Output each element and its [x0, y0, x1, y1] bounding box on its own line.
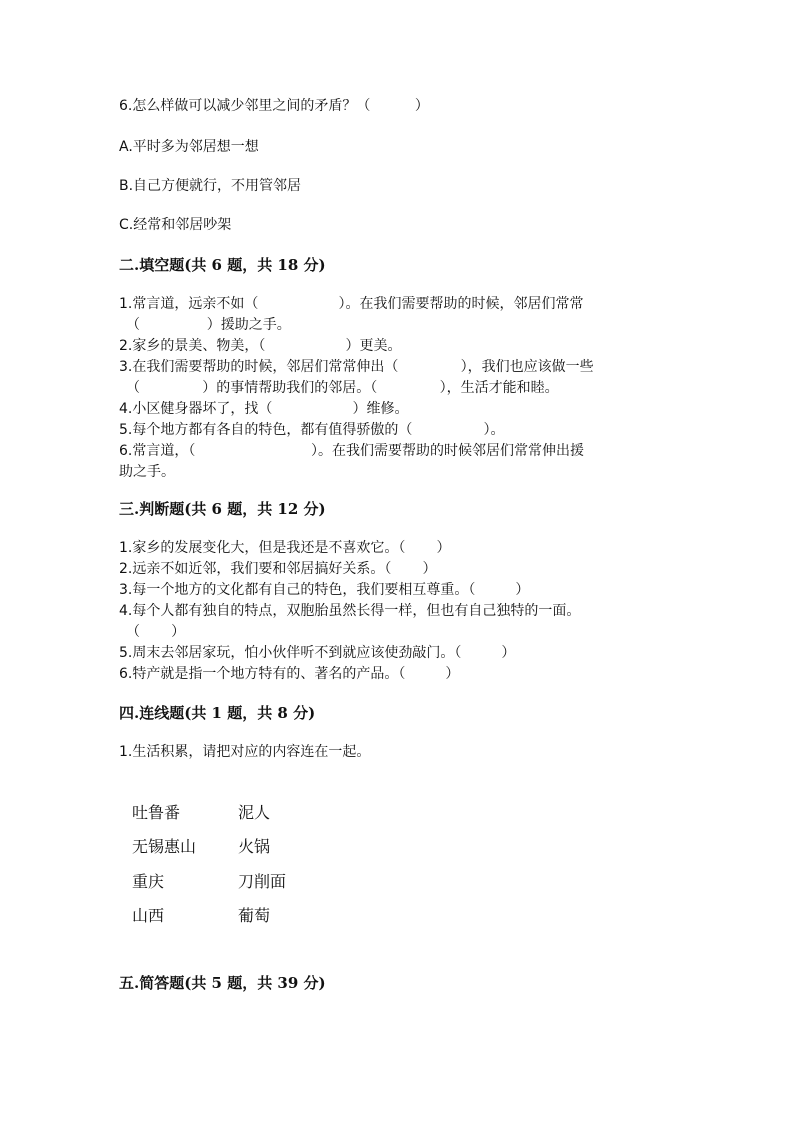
- match-left-item: 无锡惠山: [132, 837, 197, 856]
- fill-line: 助之手。: [119, 464, 175, 480]
- fill-line: 5.每个地方都有各自的特色，都有值得骄傲的（ ）。: [119, 422, 505, 438]
- fill-line: 6.常言道，（ ）。在我们需要帮助的时候邻居们常常伸出援: [119, 443, 585, 459]
- section-4-title: 四.连线题(共 1 题，共 8 分): [119, 704, 316, 722]
- fill-line: 2.家乡的景美、物美，（ ）更美。: [119, 338, 402, 354]
- judge-line: 4.每个人都有独自的特点，双胞胎虽然长得一样，但也有自己独特的一面。: [119, 603, 581, 619]
- judge-line: 2.远亲不如近邻，我们要和邻居搞好关系。（ ）: [119, 561, 437, 577]
- match-right-item: 葡萄: [238, 906, 271, 925]
- option-c: C.经常和邻居吵架: [119, 217, 232, 233]
- fill-line: （ ）援助之手。: [126, 317, 291, 333]
- section-2-title: 二.填空题(共 6 题，共 18 分): [119, 256, 326, 274]
- match-right-item: 火锅: [238, 837, 271, 856]
- judge-line: 6.特产就是指一个地方特有的、著名的产品。（ ）: [119, 666, 460, 682]
- section-3-title: 三.判断题(共 6 题，共 12 分): [119, 500, 326, 518]
- fill-line: 4.小区健身器坏了，找（ ）维修。: [119, 401, 409, 417]
- fill-line: （ ）的事情帮助我们的邻居。（ ），生活才能和睦。: [126, 380, 559, 396]
- option-b: B.自己方便就行，不用管邻居: [119, 178, 302, 194]
- match-left-item: 吐鲁番: [132, 803, 181, 822]
- fill-line: 3.在我们需要帮助的时候，邻居们常常伸出（ ），我们也应该做一些: [119, 359, 594, 375]
- match-right-item: 刀削面: [238, 872, 287, 891]
- fill-line: 1.常言道，远亲不如（ ）。在我们需要帮助的时候，邻居们常常: [119, 296, 584, 312]
- question-6-stem: 6.怎么样做可以减少邻里之间的矛盾？（ ）: [119, 98, 429, 114]
- section-5-title: 五.简答题(共 5 题，共 39 分): [119, 974, 326, 992]
- judge-line: 5.周末去邻居家玩，怕小伙伴听不到就应该使劲敲门。（ ）: [119, 645, 516, 661]
- match-left-item: 山西: [132, 906, 165, 925]
- judge-line: 1.家乡的发展变化大，但是我还是不喜欢它。（ ）: [119, 540, 451, 556]
- judge-line: （ ）: [126, 624, 186, 640]
- judge-line: 3.每一个地方的文化都有自己的特色，我们要相互尊重。（ ）: [119, 582, 530, 598]
- option-a: A.平时多为邻居想一想: [119, 139, 259, 155]
- matching-question: 1.生活积累，请把对应的内容连在一起。: [119, 744, 371, 760]
- match-right-item: 泥人: [238, 803, 271, 822]
- match-left-item: 重庆: [132, 872, 165, 891]
